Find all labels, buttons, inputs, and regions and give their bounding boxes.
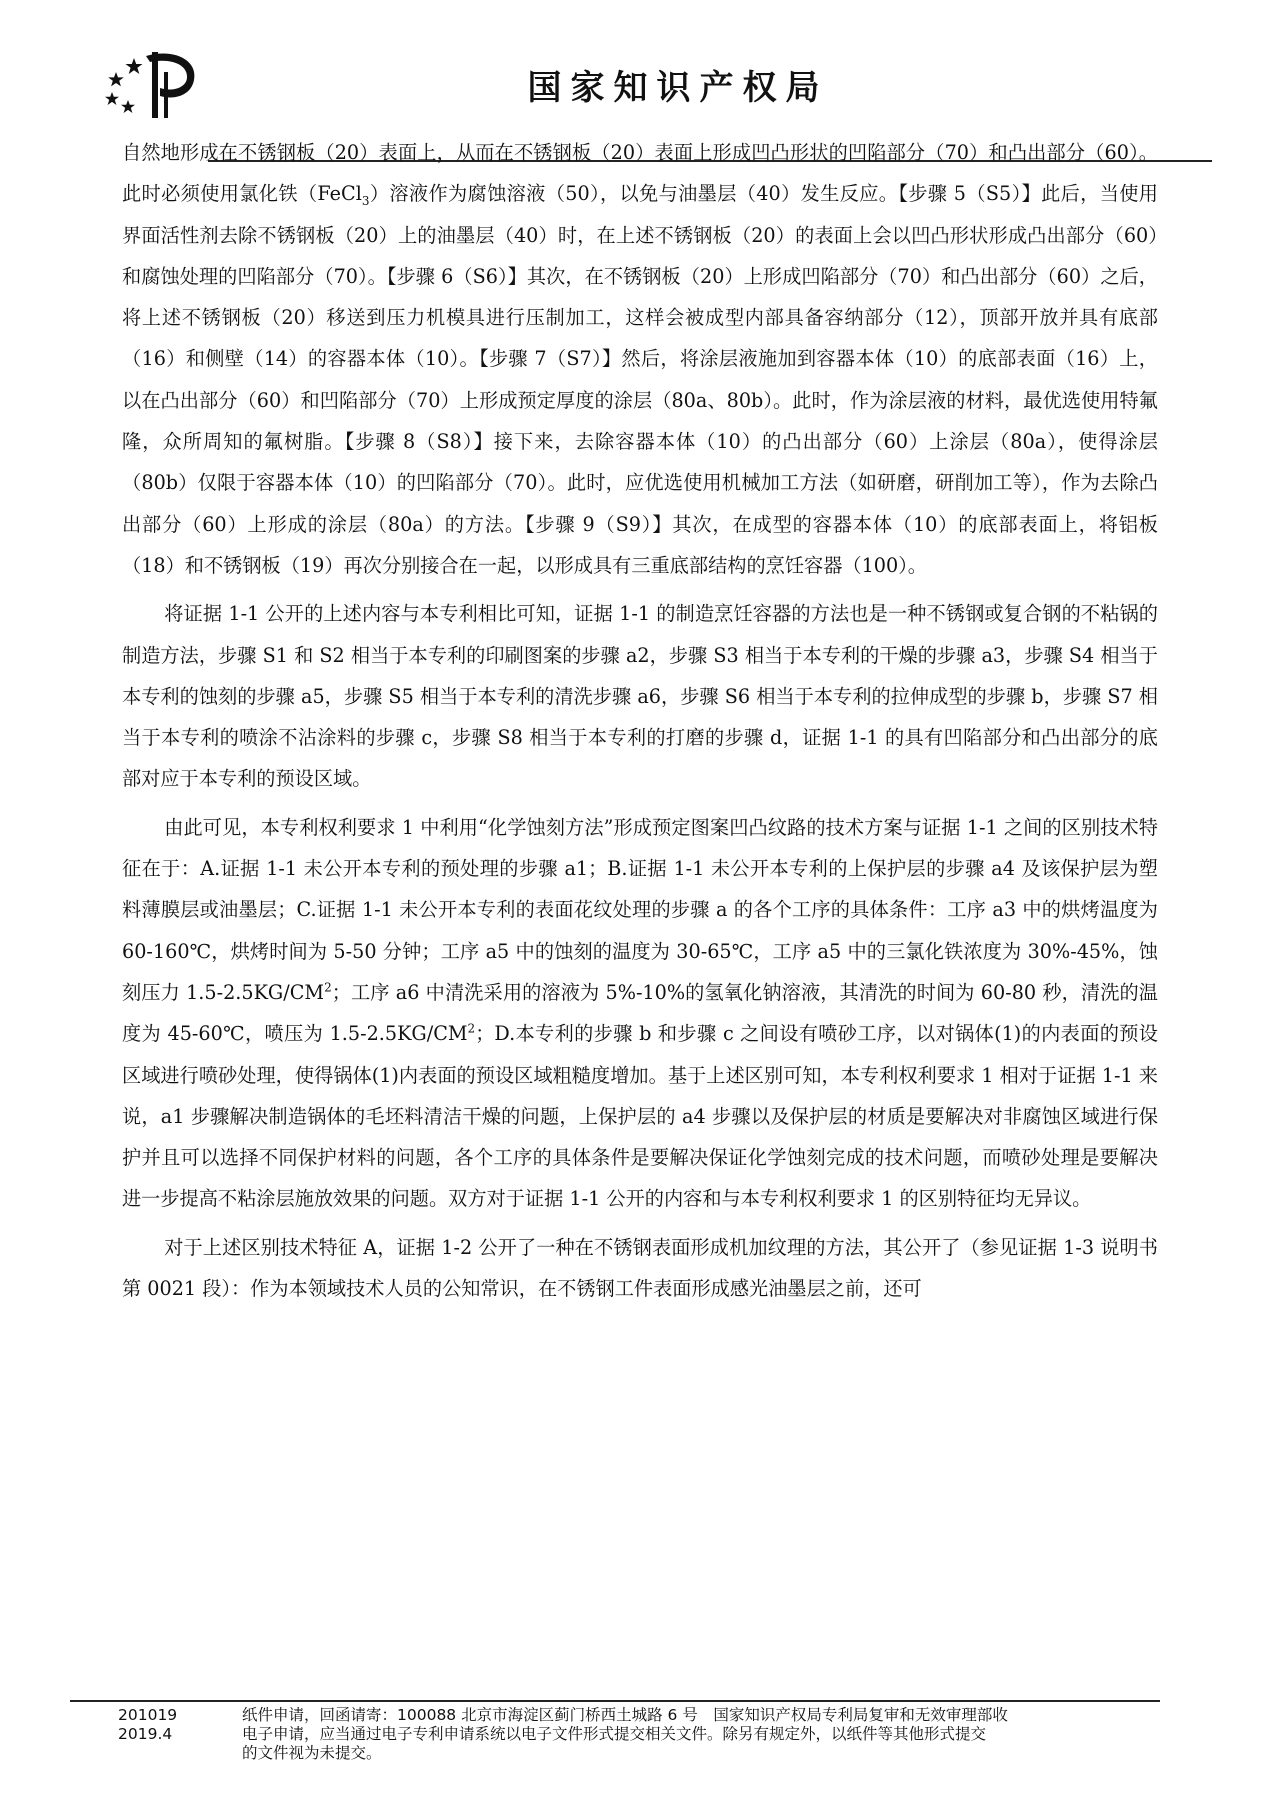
body-paragraph xyxy=(122,807,1158,1220)
body-paragraph xyxy=(122,1227,1158,1310)
footer-line xyxy=(118,1744,1178,1763)
footer-line xyxy=(118,1706,1178,1725)
subscript: 3 xyxy=(361,194,370,209)
footer-divider xyxy=(70,1700,1160,1702)
text-run: ；工序 a6 中清洗采用的溶液为 5%-10%的氢氧化钠溶液，其清洗的时间为 60-80 秒，清洗的温度为 45-60℃，喷压为 1.5-2.5KG/CM xyxy=(122,980,1158,1046)
document-body xyxy=(122,132,1158,1309)
text-run: ）溶液作为腐蚀溶液（50），以免与油墨层（40）发生反应。【步骤 5（S5）】此后，当使用界面活性剂去除不锈钢板（20）上的油墨层（40）时，在上述不锈钢板（20）的表面上会以凹凸形状形成凸出部分（60）和腐蚀处理的凹陷部分（70）。【步骤 6（S6）】其次，在不锈钢板（20）上形成凹陷部分（70）和凸出部分（60）之后，将上述不锈钢板（20）移送到压力机模具进行压制加工，这样会被成型内部具备容纳部分（12），顶部开放并具有底部（16）和侧壁（14）的容器本体（10）。【步骤 7（S7）】然后，将涂层液施加到容器本体（10）的底部表面（16）上，以在凸出部分（60）和凹陷部分（70）上形成预定厚度的涂层（80a、80b）。此时，作为涂层液的材料，最优选使用特氟隆，众所周知的氟树脂。【步骤 8（S8）】接下来，去除容器本体（10）的凸出部分（60）上涂层（80a），使得涂层（80b）仅限于容器本体（10）的凹陷部分（70）。此时，应优选使用机械加工方法（如研磨，研削加工等），作为去除凸出部分（60）上形成的涂层（80a）的方法。【步骤 9（S9）】其次，在成型的容器本体（10）的底部表面上，将铝板（18）和不锈钢板（19）再次分别接合在一起，以形成具有三重底部结构的烹饪容器（100）。 xyxy=(122,182,1158,577)
page-footer xyxy=(118,1706,1178,1763)
footer-note: 纸件申请，回函请寄：100088 北京市海淀区蓟门桥西土城路 6 号 国家知识产权局专利局复审和无效审理部收 xyxy=(242,1706,1008,1724)
footer-note: 电子申请，应当通过电子专利申请系统以电子文件形式提交相关文件。除另有规定外，以纸件等其他形式提交 xyxy=(242,1725,987,1743)
form-code: 201019 xyxy=(118,1706,178,1724)
form-code xyxy=(118,1744,242,1763)
form-code: 2019.4 xyxy=(118,1725,173,1743)
superscript: 2 xyxy=(467,1021,476,1036)
footer-line xyxy=(118,1725,1178,1744)
body-paragraph xyxy=(122,593,1158,799)
text-run: 对于上述区别技术特征 A，证据 1-2 公开了一种在不锈钢表面形成机加纹理的方法，其公开了（参见证据 1-3 说明书第 0021 段）：作为本领域技术人员的公知常识，在不锈钢工件表面形成感光油墨层之前，还可 xyxy=(122,1235,1158,1301)
footer-note: 的文件视为未提交。 xyxy=(242,1744,382,1762)
body-paragraph xyxy=(122,132,1158,586)
text-run: 由此可见，本专利权利要求 1 中利用“化学蚀刻方法”形成预定图案凹凸纹路的技术方案与证据 1-1 之间的区别技术特征在于：A.证据 1-1 未公开本专利的预处理的步骤 a1；B.证据 1-1 未公开本专利的上保护层的步骤 a4 及该保护层为塑料薄膜层或油墨层；C.证据 1-1 未公开本专利的表面花纹处理的步骤 a 的各个工序的具体条件：工序 a3 中的烘烤温度为 60-160℃，烘烤时间为 5-50 分钟；工序 a5 中的蚀刻的温度为 30-65℃，工序 a5 中的三氯化铁浓度为 30%-45%，蚀刻压力 1.5-2.5KG/CM xyxy=(122,815,1158,1004)
page-header xyxy=(88,40,1148,122)
agency-title: 国家知识产权局 xyxy=(527,68,829,108)
text-run: 将证据 1-1 公开的上述内容与本专利相比可知，证据 1-1 的制造烹饪容器的方法也是一种不锈钢或复合钢的不粘锅的制造方法，步骤 S1 和 S2 相当于本专利的印刷图案的步骤 a2，步骤 S3 相当于本专利的干燥的步骤 a3，步骤 S4 相当于本专利的蚀刻的步骤 a5，步骤 S5 相当于本专利的清洗步骤 a6，步骤 S6 相当于本专利的拉伸成型的步骤 b，步骤 S7 相当于本专利的喷涂不沾涂料的步骤 c，步骤 S8 相当于本专利的打磨的步骤 d，证据 1-1 的具有凹陷部分和凸出部分的底部对应于本专利的预设区域。 xyxy=(122,602,1158,791)
text-run: ；D.本专利的步骤 b 和步骤 c 之间设有喷砂工序，以对锅体(1)的内表面的预设区域进行喷砂处理，使得锅体(1)内表面的预设区域粗糙度增加。基于上述区别可知，本专利权利要求 1 相对于证据 1-1 来说，a1 步骤解决制造锅体的毛坯料清洁干燥的问题，上保护层的 a4 步骤以及保护层的材质是要解决对非腐蚀区域进行保护并且可以选择不同保护材料的问题，各个工序的具体条件是要解决保证化学蚀刻完成的技术问题，而喷砂处理是要解决进一步提高不粘涂层施放效果的问题。双方对于证据 1-1 公开的内容和与本专利权利要求 1 的区别特征均无异议。 xyxy=(122,1022,1158,1211)
superscript: 2 xyxy=(324,980,332,995)
text-run: 自然地形成在不锈钢板（20）表面上，从而在不锈钢板（20）表面上形成凹凸形状的凹陷部分（70）和凸出部分（60）。此时必须使用氯化铁（FeCl xyxy=(122,141,1158,206)
